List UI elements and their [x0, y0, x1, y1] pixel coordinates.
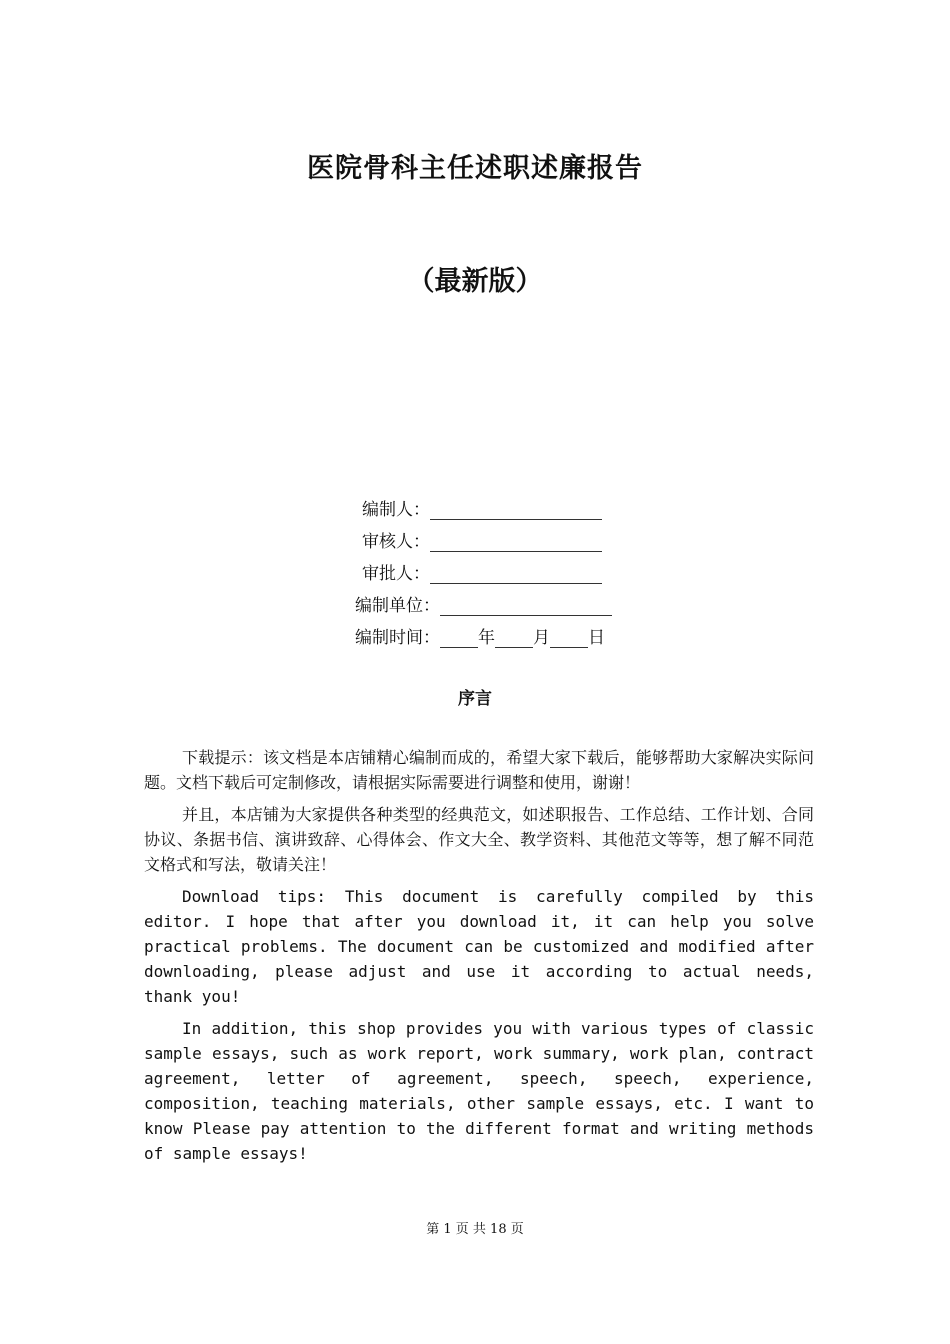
- signature-form: [330, 488, 650, 648]
- day-field[interactable]: [550, 627, 588, 648]
- reviewer-field[interactable]: [430, 531, 602, 552]
- compiler-row: [330, 488, 650, 520]
- preface-paragraph: In addition, this shop provides you with various types of classic sample essays, such as work report, work summary, work plan, contract agreement, letter of agreement, speech, speech, experience, composition, teaching materials, other sample essays, etc. I want to know Please pay attention to the different format and writing methods of sample essays!: [144, 1019, 814, 1163]
- date-field: [440, 623, 605, 648]
- document-title: 医院骨科主任述职述廉报告: [307, 153, 643, 184]
- month-field[interactable]: [495, 627, 533, 648]
- year-field[interactable]: [440, 627, 478, 648]
- compiler-field[interactable]: [430, 499, 602, 520]
- unit-label: 编制单位：: [355, 596, 440, 616]
- reviewer-row: [330, 520, 650, 552]
- compiler-label: 编制人：: [362, 500, 430, 520]
- document-subtitle: （最新版）: [407, 266, 543, 297]
- preface-paragraph: 并且，本店铺为大家提供各种类型的经典范文，如述职报告、工作总结、工作计划、合同协议、条据书信、演讲致辞、心得体会、作文大全、教学资料、其他范文等等，想了解不同范文格式和写法，敬请关注！: [144, 805, 814, 874]
- approver-field[interactable]: [430, 563, 602, 584]
- approver-label: 审批人：: [362, 564, 430, 584]
- preface-heading: 序言: [458, 689, 492, 709]
- date-row: [330, 616, 650, 648]
- preface-paragraph: 下载提示：该文档是本店铺精心编制而成的，希望大家下载后，能够帮助大家解决实际问题。文档下载后可定制修改，请根据实际需要进行调整和使用，谢谢！: [144, 748, 814, 792]
- preface-body: [144, 745, 814, 1173]
- month-label: 月: [533, 628, 550, 648]
- preface-paragraph: Download tips: This document is carefully compiled by this editor. I hope that after you download it, it can help you solve practical problems. The document can be customized and modified after downloading, please adjust and use it according to actual needs, thank you!: [144, 887, 814, 1006]
- unit-field[interactable]: [440, 595, 612, 616]
- date-label: 编制时间：: [355, 628, 440, 648]
- reviewer-label: 审核人：: [362, 532, 430, 552]
- day-label: 日: [588, 628, 605, 648]
- unit-row: [330, 584, 650, 616]
- approver-row: [330, 552, 650, 584]
- page-indicator: 第 1 页 共 18 页: [426, 1222, 524, 1237]
- year-label: 年: [478, 628, 495, 648]
